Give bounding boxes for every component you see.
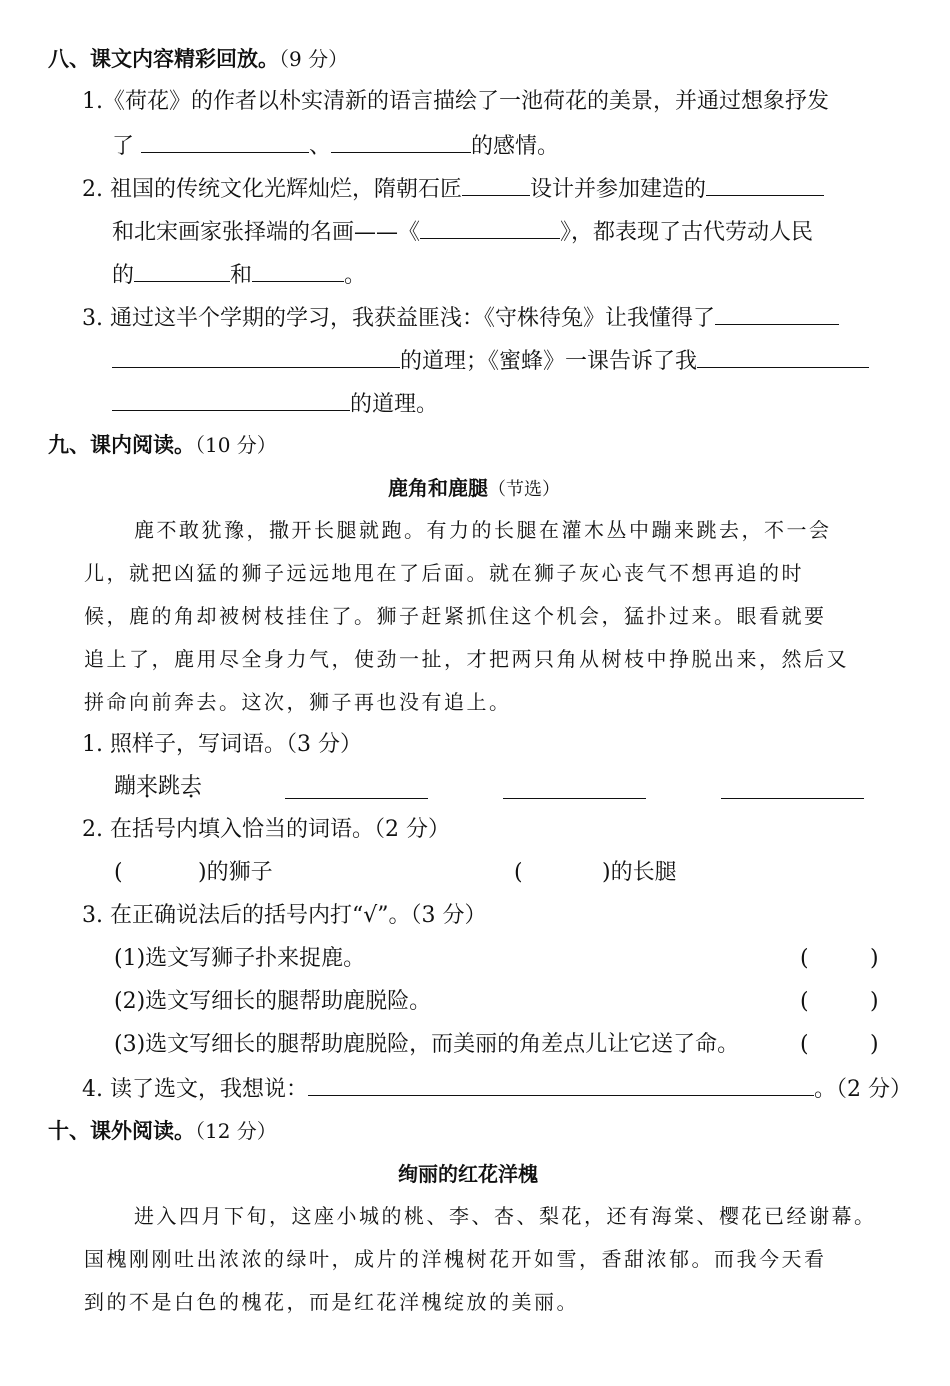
s9-q1: 1. 照样子，写词语。（3 分） <box>82 732 362 757</box>
s9-q2-item-b: )的长腿 <box>602 860 677 885</box>
passage-line: 鹿不敢犹豫，撒开长腿就跑。有力的长腿在灌木丛中蹦来跳去，不一会 <box>134 518 832 542</box>
s8-q2-line3: 的 和 。 <box>112 259 366 291</box>
passage-line: 追上了，鹿用尽全身力气，使劲一扯，才把两只角从树枝中挣脱出来，然后又 <box>84 647 849 671</box>
passage-line: 国槐刚刚吐出浓浓的绿叶，成片的洋槐树花开如雪，香甜浓郁。而我今天看 <box>84 1247 827 1271</box>
example-word: 蹦来跳去 <box>114 774 203 799</box>
section-9-heading: 九、课内阅读。（10 分） <box>48 433 277 457</box>
passage-title: 鹿角和鹿腿（节选） <box>388 476 560 500</box>
answer-blank[interactable] <box>252 259 344 282</box>
s9-q2-item-a: )的狮子 <box>198 860 273 885</box>
choice-option: (2)选文写细长的腿帮助鹿脱险。 <box>114 989 432 1014</box>
section-8-heading: 八、课文内容精彩回放。（9 分） <box>48 47 349 71</box>
passage-line: 拼命向前奔去。这次，狮子再也没有追上。 <box>84 690 512 714</box>
answer-blank[interactable] <box>420 216 560 239</box>
answer-blank[interactable] <box>697 345 869 368</box>
passage-title: 绚丽的红花洋槐 <box>398 1162 538 1186</box>
answer-blank[interactable] <box>112 388 350 411</box>
s8-q3-line1: 3. 通过这半个学期的学习，我获益匪浅：《守株待兔》让我懂得了 <box>82 302 839 334</box>
s9-q3: 3. 在正确说法后的括号内打“√”。（3 分） <box>82 903 487 928</box>
answer-blank[interactable] <box>706 173 824 196</box>
s8-q1-line1: 1.《荷花》的作者以朴实清新的语言描绘了一池荷花的美景，并通过想象抒发 <box>82 89 829 114</box>
answer-blank[interactable] <box>308 1073 814 1096</box>
s8-q3-line3: 的道理。 <box>112 388 438 420</box>
section-10-heading: 十、课外阅读。（12 分） <box>48 1119 277 1143</box>
s8-q3-line2: 的道理；《蜜蜂》一课告诉了我 <box>112 345 869 377</box>
answer-blank[interactable] <box>285 776 428 799</box>
check-box[interactable]: ( <box>800 946 809 971</box>
answer-blank[interactable] <box>134 259 230 282</box>
choice-option: (1)选文写狮子扑来捉鹿。 <box>114 946 366 971</box>
fill-paren-left[interactable]: ( <box>114 860 123 885</box>
s8-q1-line2: 了 、 的感情。 <box>112 130 559 162</box>
s8-q2-line1: 2. 祖国的传统文化光辉灿烂，隋朝石匠 设计并参加建造的 <box>82 173 824 205</box>
answer-blank[interactable] <box>462 173 530 196</box>
passage-line: 候，鹿的角却被树枝挂住了。狮子赶紧抓住这个机会，猛扑过来。眼看就要 <box>84 604 827 628</box>
check-box[interactable]: ( <box>800 1032 809 1057</box>
s9-q4: 4. 读了选文，我想说： 。（2 分） <box>82 1073 912 1105</box>
answer-blank[interactable] <box>331 130 471 153</box>
passage-line: 到的不是白色的槐花，而是红花洋槐绽放的美丽。 <box>84 1290 579 1314</box>
answer-blank[interactable] <box>503 776 646 799</box>
answer-blank[interactable] <box>112 345 400 368</box>
passage-line: 儿，就把凶猛的狮子远远地甩在了后面。就在狮子灰心丧气不想再追的时 <box>84 561 804 585</box>
answer-blank[interactable] <box>141 130 309 153</box>
s8-q2-line2: 和北宋画家张择端的名画——《 》，都表现了古代劳动人民 <box>112 216 813 248</box>
passage-line: 进入四月下旬，这座小城的桃、李、杏、梨花，还有海棠、樱花已经谢幕。 <box>134 1204 877 1228</box>
answer-blank[interactable] <box>721 776 864 799</box>
check-box[interactable]: ( <box>800 989 809 1014</box>
choice-option: (3)选文写细长的腿帮助鹿脱险，而美丽的角差点儿让它送了命。 <box>114 1032 740 1057</box>
fill-paren-left[interactable]: ( <box>514 860 523 885</box>
answer-blank[interactable] <box>715 302 839 325</box>
s9-q2: 2. 在括号内填入恰当的词语。（2 分） <box>82 817 450 842</box>
